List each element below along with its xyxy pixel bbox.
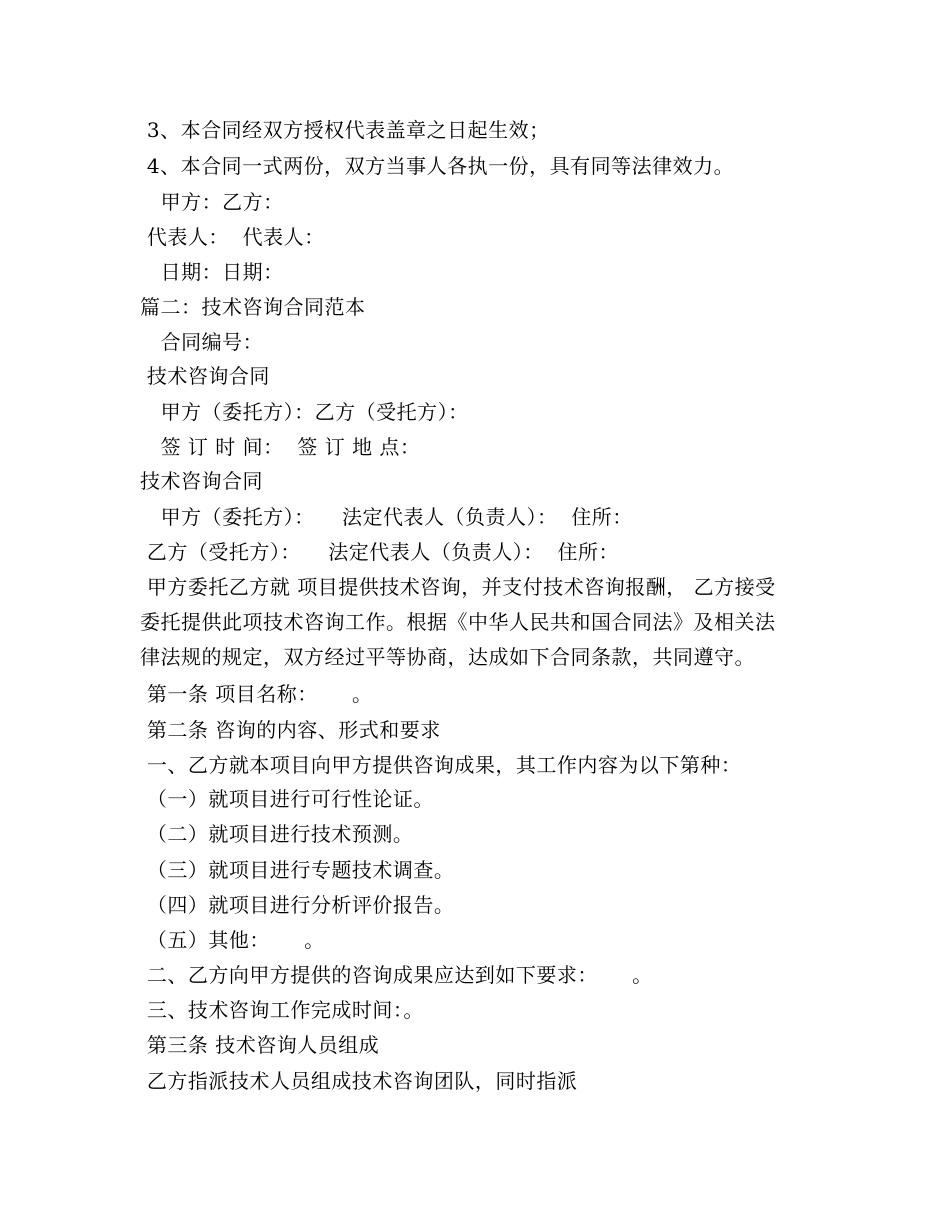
text-line: 第三条 技术咨询人员组成: [140, 1033, 380, 1057]
text-line: 二、乙方向甲方提供的咨询成果应达到如下要求： 。: [140, 963, 653, 987]
text-line: 乙方指派技术人员组成技术咨询团队，同时指派: [140, 1069, 578, 1093]
text-line: 乙方（受托方）： 法定代表人（负责人）： 住所：: [140, 540, 620, 564]
text-line: 合同编号：: [140, 330, 264, 354]
text-line: 甲方（委托方）：乙方（受托方）：: [140, 400, 469, 424]
text-line: （二）就项目进行技术预测。: [140, 822, 414, 846]
text-line: （一）就项目进行可行性论证。: [140, 787, 434, 811]
text-line: 日期：日期：: [140, 260, 284, 284]
text-line: 3、本合同经双方授权代表盖章之日起生效；: [140, 118, 550, 142]
text-line: 代表人： 代表人：: [140, 225, 325, 249]
text-line: 甲方（委托方）： 法定代表人（负责人）： 住所：: [140, 505, 633, 529]
contract-title: 技术咨询合同: [140, 469, 263, 493]
text-line: 甲方：乙方：: [140, 190, 284, 214]
text-line: 第一条 项目名称： 。: [140, 682, 373, 706]
text-line: 第二条 咨询的内容、形式和要求: [140, 718, 441, 742]
text-line: 律法规的规定，双方经过平等协商，达成如下合同条款，共同遵守。: [140, 645, 755, 669]
text-line: 三、技术咨询工作完成时间：。: [140, 998, 424, 1022]
text-line: 技术咨询合同: [140, 364, 270, 388]
text-line: 甲方委托乙方就 项目提供技术咨询，并支付技术咨询报酬， 乙方接受: [140, 575, 776, 599]
text-line: （三）就项目进行专题技术调查。: [140, 858, 455, 882]
text-line: 一、乙方就本项目向甲方提供咨询成果，其工作内容为以下第种：: [140, 753, 742, 777]
text-line: 签 订 时 间： 签 订 地 点：: [140, 435, 421, 459]
text-line: （五）其他： 。: [140, 928, 325, 952]
text-line: 委托提供此项技术咨询工作。根据《中华人民共和国合同法》及相关法: [140, 610, 776, 634]
text-line: （四）就项目进行分析评价报告。: [140, 893, 455, 917]
section-heading: 篇二：技术咨询合同范本: [140, 295, 366, 319]
text-line: 4、本合同一式两份，双方当事人各执一份，具有同等法律效力。: [140, 154, 735, 178]
